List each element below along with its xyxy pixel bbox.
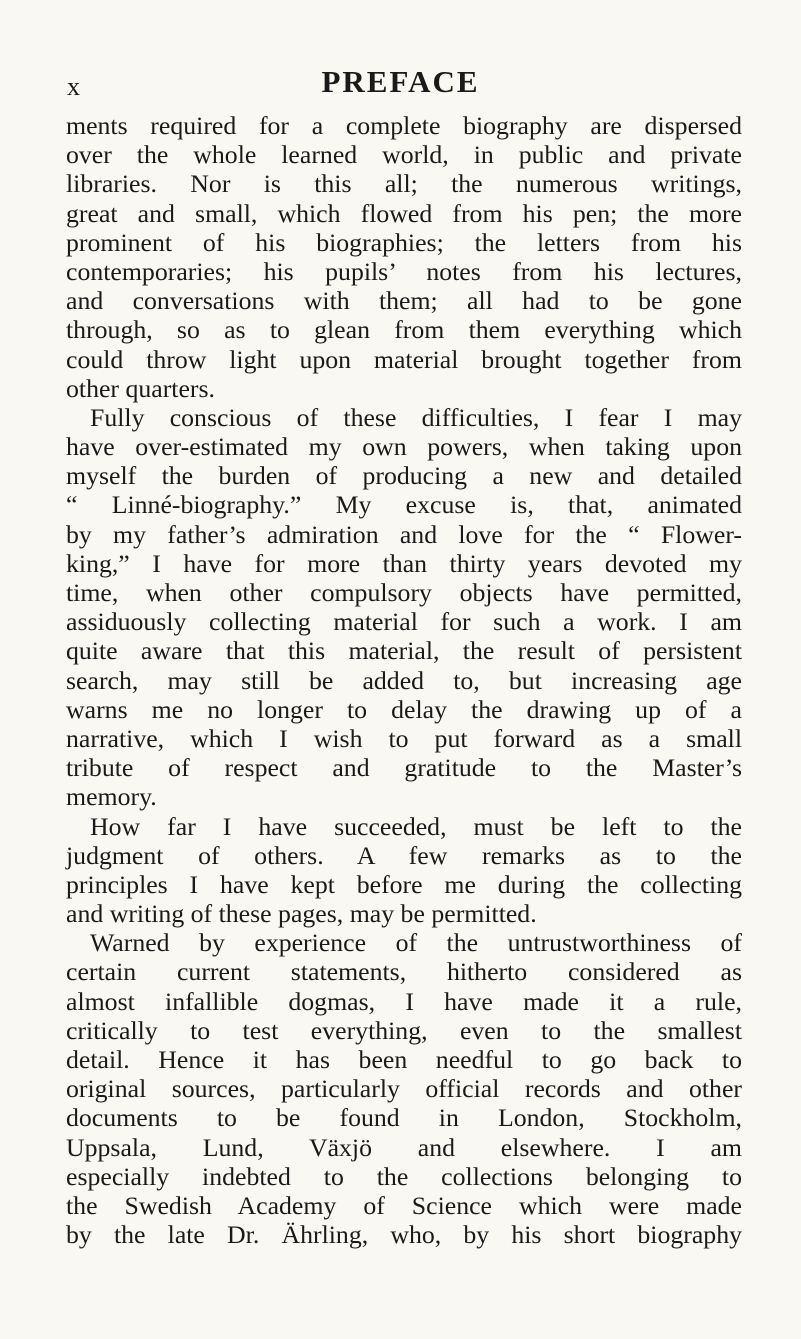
text-line: libraries. Nor is this all; the numerous writings,: [66, 169, 742, 199]
text-line: tribute of respect and gratitude to the Master’s: [66, 753, 742, 783]
text-line: principles I have kept before me during the collecting: [66, 869, 742, 899]
text-line: warns me no longer to delay the drawing up of a: [66, 694, 742, 724]
text-line: memory.: [66, 782, 157, 812]
text-line: by my father’s admiration and love for the “ Flower-: [66, 519, 742, 549]
body-text: [66, 111, 742, 1249]
text-line: especially indebted to the collections belonging to: [66, 1161, 742, 1191]
text-line: original sources, particularly official records and other: [66, 1074, 742, 1104]
text-line: by the late Dr. Ährling, who, by his short biography: [66, 1220, 742, 1250]
text-line: ments required for a complete biography are dispersed: [66, 111, 742, 140]
text-line: through, so as to glean from them everything which: [66, 315, 742, 345]
text-line: myself the burden of producing a new and detailed: [66, 461, 742, 491]
text-line: narrative, which I wish to put forward as a small: [66, 723, 742, 753]
text-line: almost infallible dogmas, I have made it a rule,: [66, 986, 742, 1016]
text-line: quite aware that this material, the result of persistent: [66, 636, 742, 666]
text-line: certain current statements, hitherto considered as: [66, 957, 742, 987]
text-line: have over-estimated my own powers, when taking upon: [66, 432, 742, 462]
text-line: “ Linné-biography.” My excuse is, that, animated: [66, 490, 742, 520]
text-line: judgment of others. A few remarks as to the: [66, 840, 742, 870]
page-number: x: [67, 72, 81, 101]
text-line: contemporaries; his pupils’ notes from his lectures,: [66, 256, 742, 286]
paragraph-start-line: Fully conscious of these difficulties, I fear I may: [90, 402, 742, 432]
text-line: could throw light upon material brought together from: [66, 344, 742, 374]
paragraph-start-line: Warned by experience of the untrustworthiness of: [90, 928, 742, 958]
text-line: and writing of these pages, may be permitted.: [66, 899, 537, 929]
text-line: and conversations with them; all had to be gone: [66, 286, 742, 316]
text-line: great and small, which flowed from his pen; the more: [66, 198, 742, 228]
text-line: other quarters.: [66, 373, 215, 403]
text-line: assiduously collecting material for such a work. I am: [66, 607, 742, 637]
paragraph-start-line: How far I have succeeded, must be left to the: [90, 811, 742, 841]
text-line: search, may still be added to, but increasing age: [66, 665, 742, 695]
text-line: over the whole learned world, in public and private: [66, 140, 742, 170]
text-line: documents to be found in London, Stockholm,: [66, 1103, 742, 1133]
text-line: king,” I have for more than thirty years devoted my: [66, 548, 742, 578]
text-line: the Swedish Academy of Science which were made: [66, 1190, 742, 1220]
text-line: time, when other compulsory objects have permitted,: [66, 578, 742, 607]
text-line: critically to test everything, even to the smallest: [66, 1015, 742, 1045]
text-line: prominent of his biographies; the letters from his: [66, 227, 742, 257]
text-line: Uppsala, Lund, Växjö and elsewhere. I am: [66, 1132, 742, 1162]
text-line: detail. Hence it has been needful to go back to: [66, 1045, 742, 1074]
page-header: [0, 62, 801, 102]
running-head: PREFACE: [321, 64, 480, 99]
